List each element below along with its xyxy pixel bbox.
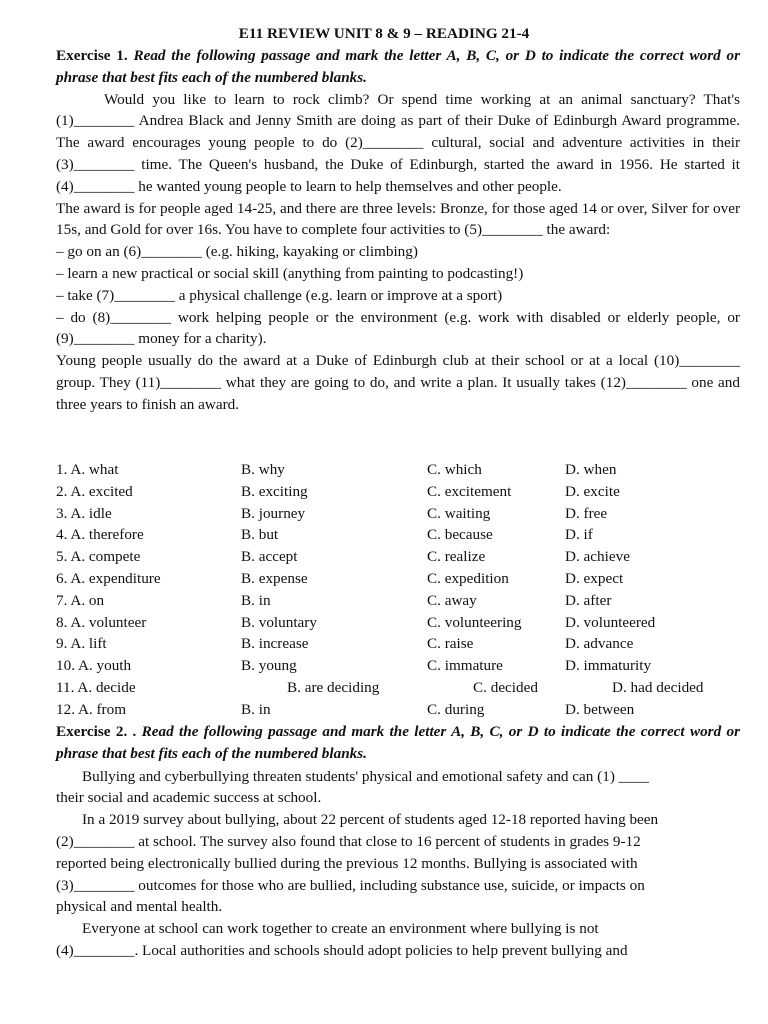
question-row: [56, 677, 740, 699]
option-b: B. exciting: [241, 482, 308, 500]
option-d: D. when: [565, 461, 617, 478]
page-title: E11 REVIEW UNIT 8 & 9 – READING 21-4: [238, 25, 530, 42]
option-c: C. which: [427, 461, 482, 478]
option-c: C. raise: [427, 635, 474, 653]
exercise-1-bullet: – learn a new practical or social skill (anything from painting to podcasting!): [56, 264, 524, 282]
option-d: D. advance: [565, 635, 634, 653]
option-b: B. journey: [241, 504, 306, 522]
exercise-1-options: [56, 459, 740, 721]
exercise-1-paragraph: Young people usually do the award at a Duke of Edinburgh club at their school or at a local (10)________ group. They (11)________ what they are going to do, and write a plan. It usually takes (12)________ one and three years to finish an award.: [56, 352, 740, 413]
exercise-1-paragraph: Would you like to learn to rock climb? Or spend time working at an animal sanctuary? That's (1)________ Andrea Black and Jenny Smith are doing as part of their Duke of Edinburgh Award programme. The award encourages young people to do (2)________ cultural, social and adventure activities in their (3)________ time. The Queen's husband, the Duke of Edinburgh, started the award in 1956. He started it (4)________ he wanted young people to learn to help themselves and other people.: [56, 90, 740, 195]
option-b: B. why: [241, 461, 285, 478]
option-c: C. waiting: [427, 504, 491, 522]
exercise-2-instruction: Read the following passage and mark the letter A, B, C, or D to indicate the correct word or phrase that best fits each of the numbered blanks.: [56, 723, 740, 762]
option-b: B. in: [241, 591, 271, 609]
option-a: 6. A. expenditure: [56, 569, 161, 587]
option-b: B. expense: [241, 569, 308, 587]
question-row: [56, 546, 740, 568]
option-a: 1. A. what: [56, 461, 119, 478]
question-row: [56, 590, 740, 612]
option-a: 4. A. therefore: [56, 526, 144, 544]
option-c: C. expedition: [427, 569, 509, 587]
question-row: [56, 699, 740, 721]
exercise-1: [56, 45, 740, 416]
option-b: B. but: [241, 526, 279, 544]
question-row: [56, 568, 740, 590]
exercise-1-label: Exercise 1.: [56, 47, 128, 64]
exercise-2-line: (2)________ at school. The survey also found that close to 16 percent of students in grades 9-12: [56, 832, 641, 850]
question-row: [56, 524, 740, 546]
option-d: D. between: [565, 700, 635, 718]
option-b: B. in: [241, 700, 271, 718]
exercise-1-heading: [56, 45, 740, 89]
option-c: C. during: [427, 700, 485, 718]
exercise-1-paragraph: The award is for people aged 14-25, and there are three levels: Bronze, for those aged 14 or over, Silver for over 15s, and Gold for over 16s. You have to complete four activities to (5)________ the award:: [56, 199, 740, 239]
question-row: [56, 633, 740, 655]
exercise-1-bullet: – do (8)________ work helping people or the environment (e.g. work with disabled or elderly people, or (9)________ money for a charity).: [56, 308, 740, 348]
exercise-2-line: In a 2019 survey about bullying, about 22 percent of students aged 12-18 reported having been: [82, 811, 659, 829]
question-row: [56, 612, 740, 634]
option-a: 8. A. volunteer: [56, 613, 147, 631]
option-b: B. accept: [241, 548, 298, 566]
question-row: [56, 655, 740, 677]
option-a: 10. A. youth: [56, 657, 132, 675]
option-c: C. immature: [427, 657, 503, 675]
exercise-2-heading: [56, 721, 740, 765]
option-a: 9. A. lift: [56, 635, 107, 653]
exercise-2: [56, 721, 740, 962]
exercise-2-line: Bullying and cyberbullying threaten students' physical and emotional safety and can (1) ____: [82, 767, 650, 785]
option-c: C. realize: [427, 548, 486, 566]
option-a: 5. A. compete: [56, 548, 141, 566]
option-d: D. achieve: [565, 548, 630, 566]
question-row: [56, 481, 740, 503]
option-d: D. immaturity: [565, 657, 652, 675]
option-b: B. young: [241, 657, 297, 675]
option-d: D. free: [565, 504, 608, 522]
option-c: C. away: [427, 591, 477, 609]
exercise-2-line: reported being electronically bullied during the previous 12 months. Bullying is associated with: [56, 854, 638, 872]
exercise-1-bullet: – take (7)________ a physical challenge (e.g. learn or improve at a sport): [56, 286, 503, 304]
exercise-1-instruction: Read the following passage and mark the letter A, B, C, or D to indicate the correct word or phrase that best fits each of the numbered blanks.: [56, 47, 740, 86]
option-c: C. excitement: [427, 482, 512, 500]
option-a: 3. A. idle: [56, 504, 112, 522]
exercise-2-line: Everyone at school can work together to create an environment where bullying is not: [82, 920, 599, 938]
option-b: B. are deciding: [287, 678, 380, 696]
exercise-2-label: Exercise 2. .: [56, 723, 137, 740]
exercise-2-line: their social and academic success at school.: [56, 789, 322, 807]
option-c: C. because: [427, 526, 493, 544]
option-b: B. increase: [241, 635, 309, 653]
option-a: 11. A. decide: [56, 678, 136, 696]
option-d: D. if: [565, 526, 593, 544]
option-a: 2. A. excited: [56, 482, 133, 500]
option-a: 7. A. on: [56, 591, 105, 609]
exercise-2-line: (3)________ outcomes for those who are bullied, including substance use, suicide, or impacts on: [56, 876, 645, 894]
option-d: D. expect: [565, 569, 624, 587]
question-row: [56, 503, 740, 525]
option-d: D. volunteered: [565, 613, 656, 631]
option-c: C. decided: [473, 678, 538, 696]
option-b: B. voluntary: [241, 613, 317, 631]
option-d: D. excite: [565, 482, 620, 500]
exercise-2-line: (4)________. Local authorities and schools should adopt policies to help prevent bullying and: [56, 941, 628, 959]
question-row: [56, 459, 740, 481]
exercise-1-bullet: – go on an (6)________ (e.g. hiking, kayaking or climbing): [56, 243, 418, 261]
option-d: D. after: [565, 591, 612, 609]
option-d: D. had decided: [612, 678, 704, 696]
option-a: 12. A. from: [56, 700, 127, 718]
option-c: C. volunteering: [427, 613, 522, 631]
exercise-2-line: physical and mental health.: [56, 898, 223, 916]
